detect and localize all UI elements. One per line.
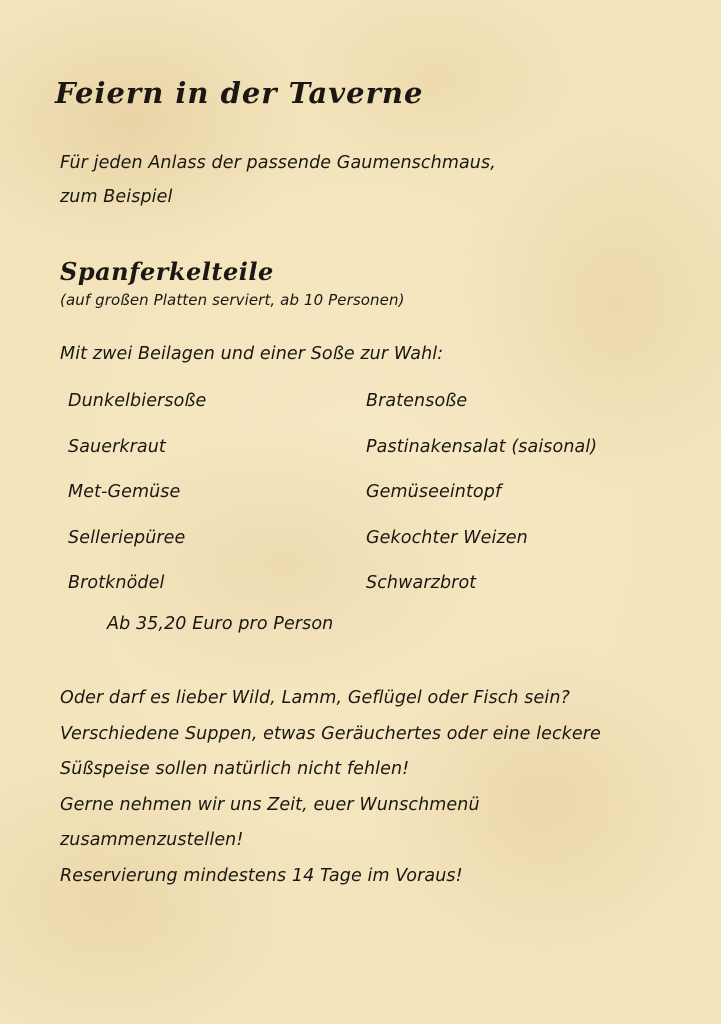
sides-intro: Mit zwei Beilagen und einer Soße zur Wahl:: [60, 344, 444, 364]
section-heading: Spanferkelteile: [60, 257, 274, 286]
side-dish-item: Sauerkraut: [68, 436, 166, 457]
side-dish-item: Gemüseeintopf: [366, 482, 502, 502]
side-dish-item: Dunkelbiersoße: [68, 391, 207, 411]
intro-line: zum Beispiel: [60, 187, 173, 207]
intro-text: [60, 146, 496, 214]
side-dish-item: Selleriepüree: [68, 527, 186, 548]
closing-line: Verschiedene Suppen, etwas Geräuchertes oder eine leckere: [60, 723, 601, 744]
page-title: Feiern in der Taverne: [55, 76, 424, 110]
intro-line: Für jeden Anlass der passende Gaumenschmaus,: [60, 153, 496, 173]
side-dish-item: Schwarzbrot: [366, 573, 477, 593]
closing-text: [60, 681, 601, 895]
section-note: (auf großen Platten serviert, ab 10 Personen): [60, 291, 405, 309]
closing-line: Süßspeise sollen natürlich nicht fehlen!: [60, 759, 410, 780]
side-dish-item: Met-Gemüse: [68, 482, 181, 502]
price-text: Ab 35,20 Euro pro Person: [107, 614, 334, 634]
side-dish-item: Bratensoße: [366, 391, 468, 411]
closing-line: Gerne nehmen wir uns Zeit, euer Wunschmenü: [60, 794, 480, 815]
sides-list-left: [68, 389, 206, 617]
side-dish-item: Pastinakensalat (saisonal): [366, 436, 598, 457]
side-dish-item: Gekochter Weizen: [366, 527, 528, 548]
closing-line: zusammenzustellen!: [60, 830, 244, 851]
closing-line: Oder darf es lieber Wild, Lamm, Geflügel oder Fisch sein?: [60, 688, 570, 708]
sides-list-right: [366, 389, 597, 617]
side-dish-item: Brotknödel: [68, 573, 165, 593]
closing-line: Reservierung mindestens 14 Tage im Voraus!: [60, 865, 463, 886]
